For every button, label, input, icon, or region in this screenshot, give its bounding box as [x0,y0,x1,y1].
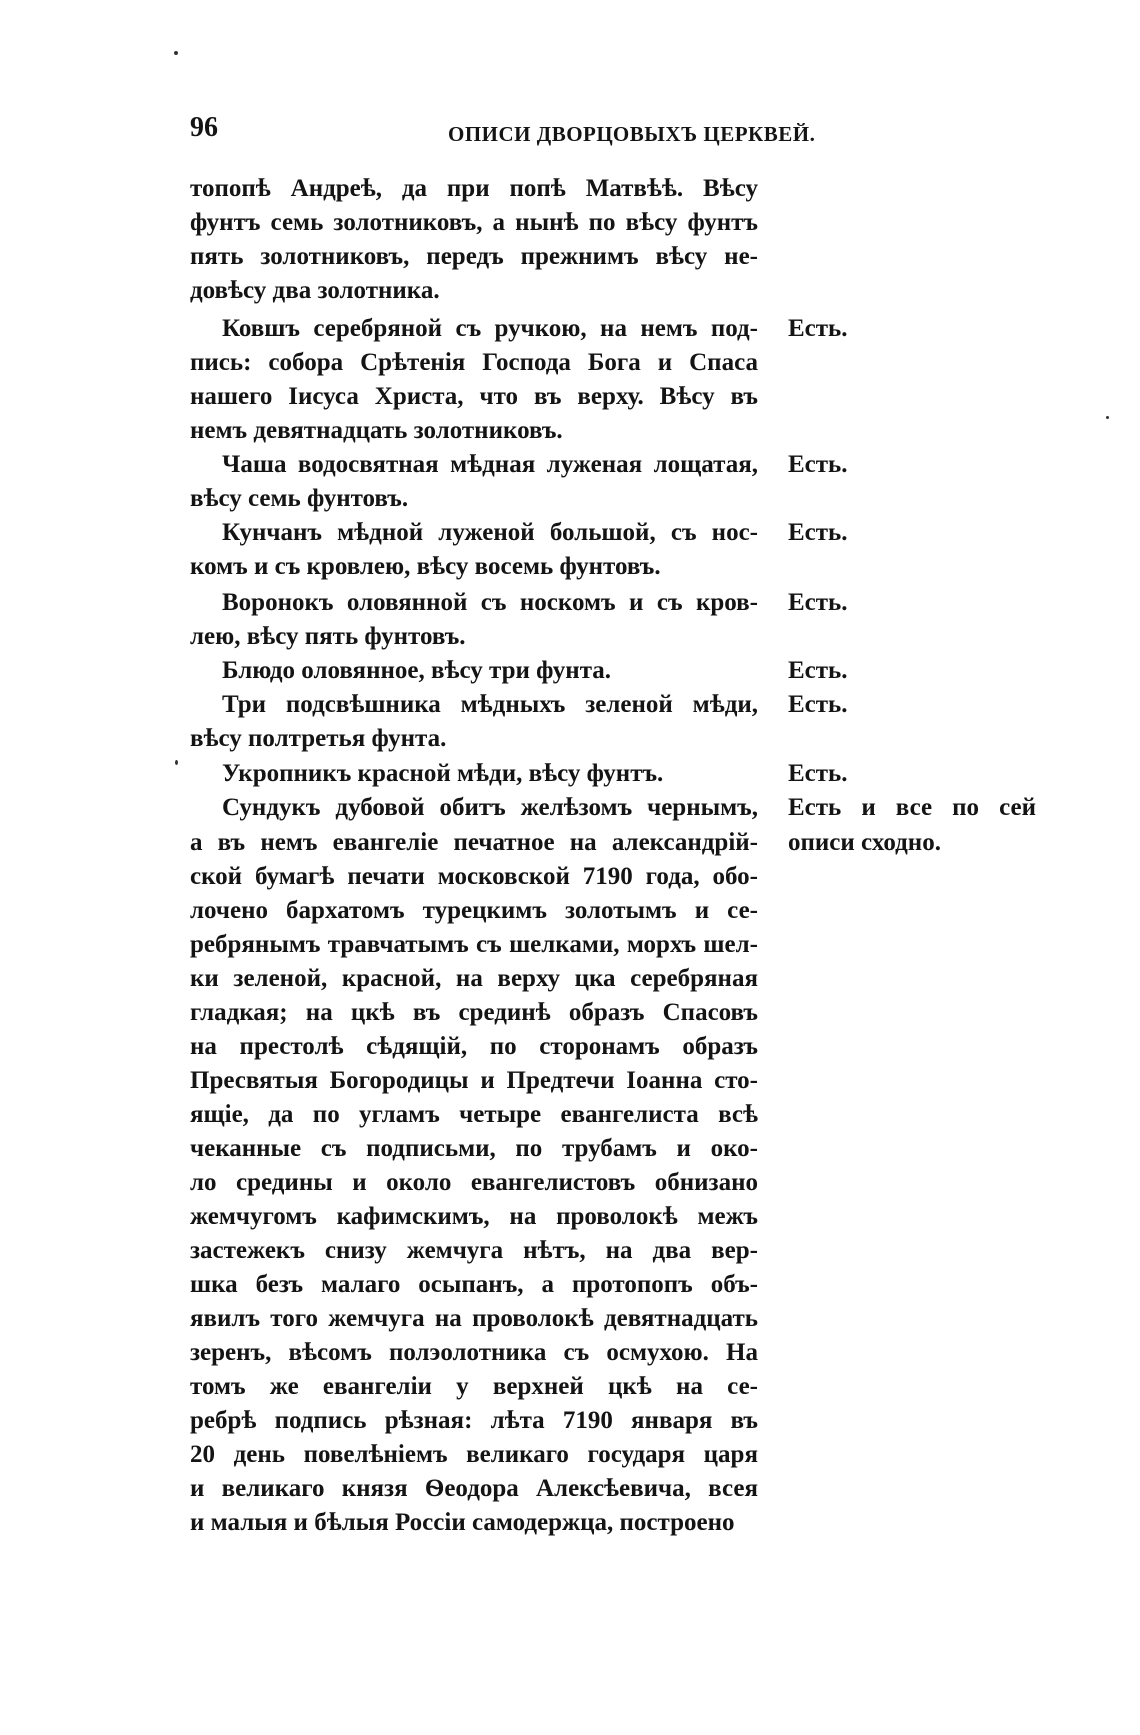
print-speck [174,51,178,55]
text-line: ребрянымъ травчатымъ съ шелками, морхъ шел- [190,931,758,958]
text-line: застежекъ снизу жемчуга нѣтъ, на два вер- [190,1237,758,1264]
text-line: комъ и съ кровлею, вѣсу восемь фунтовъ. [190,553,661,580]
margin-note: Есть. [788,315,848,342]
text-line: гладкая; на цкѣ въ срединѣ образъ Спасовъ [190,999,758,1026]
text-line: ки зеленой, красной, на верху цка серебряная [190,965,758,992]
text-line: ло средины и около евангелистовъ обнизано [190,1169,758,1196]
text-line: шка безъ малаго осыпанъ, а протопопъ объ- [190,1271,758,1298]
text-line: ящіе, да по угламъ четыре евангелиста всѣ [190,1101,758,1128]
text-line: Сундукъ дубовой обитъ желѣзомъ чернымъ, [222,794,758,821]
text-line: вѣсу семь фунтовъ. [190,485,409,512]
text-line: фунтъ семь золотниковъ, а нынѣ по вѣсу фунтъ [190,209,758,236]
text-line: и малыя и бѣлыя Россіи самодержца, построено [190,1509,735,1536]
text-line: Укропникъ красной мѣди, вѣсу фунтъ. [222,760,664,787]
text-line: ребрѣ подпись рѣзная: лѣта 7190 января въ [190,1407,758,1434]
text-line: вѣсу полтретья фунта. [190,725,447,752]
text-line: нашего Іисуса Христа, что въ верху. Вѣсу въ [190,383,758,410]
text-line: пись: собора Срѣтенія Господа Бога и Спаса [190,349,758,376]
text-line: 20 день повелѣніемъ великаго государя царя [190,1441,758,1468]
text-line: довѣсу два золотника. [190,277,440,304]
margin-note: Есть и все по сей [788,794,1036,821]
margin-note: Есть. [788,657,848,684]
text-line: явилъ того жемчуга на проволокѣ девятнадцать [190,1305,758,1332]
text-line: жемчугомъ кафимскимъ, на проволокѣ межъ [190,1203,758,1230]
text-line: Чаша водосвятная мѣдная луженая лощатая, [222,451,758,478]
margin-note: Есть. [788,451,848,478]
text-line: Три подсвѣшника мѣдныхъ зеленой мѣди, [222,691,758,718]
text-line: а въ немъ евангеліе печатное на александрій- [190,829,758,856]
margin-note: Есть. [788,760,848,787]
text-line: пять золотниковъ, передъ прежнимъ вѣсу не- [190,243,758,270]
text-line: лею, вѣсу пять фунтовъ. [190,623,466,650]
text-line: томъ же евангеліи у верхней цкѣ на се- [190,1373,758,1400]
margin-note: описи сходно. [788,829,941,856]
print-speck [175,760,178,765]
text-line: и великаго князя Ѳеодора Алексѣевича, всея [190,1475,758,1502]
running-title: ОПИСИ ДВОРЦОВЫХЪ ЦЕРКВЕЙ. [448,122,816,146]
text-line: Блюдо оловянное, вѣсу три фунта. [222,657,612,684]
text-line: ской бумагѣ печати московской 7190 года, обо- [190,863,758,890]
margin-note: Есть. [788,519,848,546]
margin-note: Есть. [788,589,848,616]
text-line: Пресвятыя Богородицы и Предтечи Іоанна сто- [190,1067,758,1094]
page-number: 96 [190,112,218,143]
text-line: немъ девятнадцать золотниковъ. [190,417,563,444]
print-speck [1106,416,1109,419]
text-line: Воронокъ оловянной съ носкомъ и съ кров- [222,589,758,616]
text-line: Ковшъ серебряной съ ручкою, на немъ под- [222,315,758,342]
margin-note: Есть. [788,691,848,718]
text-line: чеканные съ подписьми, по трубамъ и око- [190,1135,758,1162]
text-line: зеренъ, вѣсомъ полэолотника съ осмухою. На [190,1339,758,1366]
text-line: лочено бархатомъ турецкимъ золотымъ и се- [190,897,758,924]
text-line: Кунчанъ мѣдной луженой большой, съ нос- [222,519,758,546]
text-line: на престолѣ сѣдящій, по сторонамъ образъ [190,1033,758,1060]
text-line: топопѣ Андреѣ, да при попѣ Матвѣѣ. Вѣсу [190,175,758,202]
